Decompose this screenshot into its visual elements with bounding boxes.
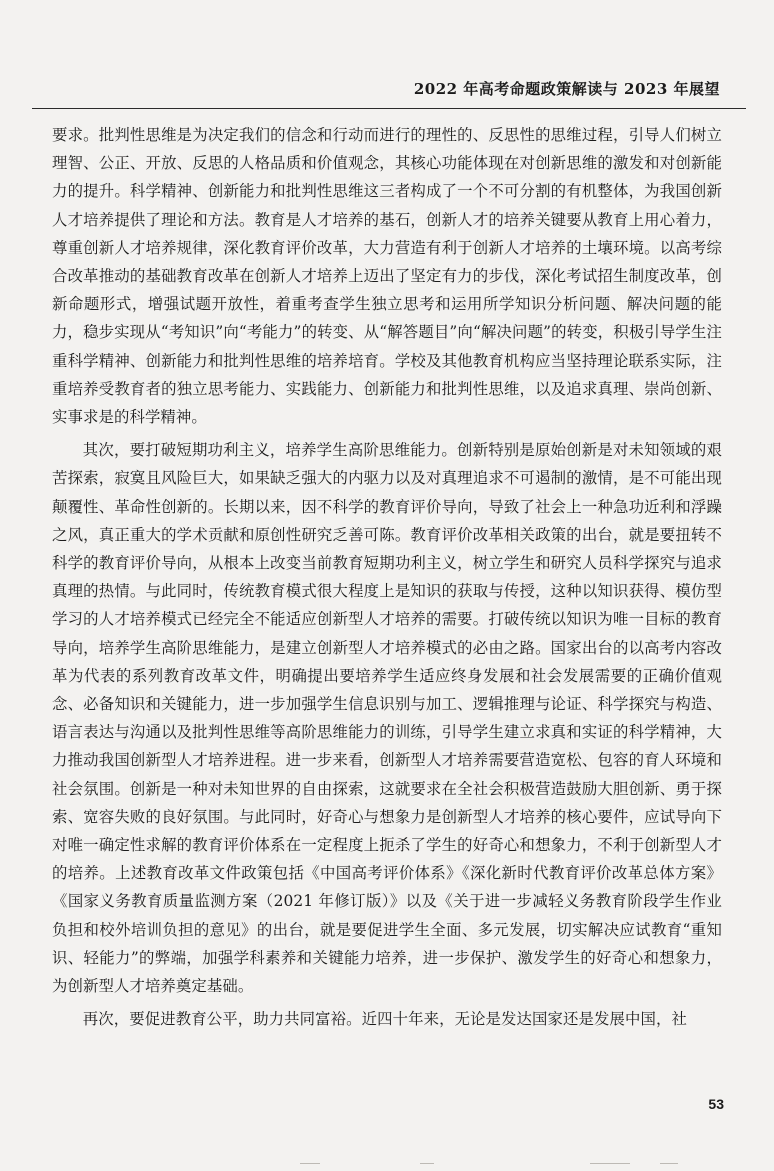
page-number: 53 (708, 1096, 724, 1112)
paragraph-continuation: 要求。批判性思维是为决定我们的信念和行动而进行的理性的、反思性的思维过程，引导人们树立理智、公正、开放、反思的人格品质和价值观念，其核心功能体现在对创新思维的激发和对创新能力的提升。科学精神、创新能力和批判性思维这三者构成了一个不可分割的有机整体，为我国创新人才培养提供了理论和方法。教育是人才培养的基石，创新人才的培养关键要从教育上用心着力，尊重创新人才培养规律，深化教育评价改革，大力营造有利于创新人才培养的土壤环境。以高考综合改革推动的基础教育改革在创新人才培养上迈出了坚定有力的步伐，深化考试招生制度改革，创新命题形式，增强试题开放性，着重考查学生独立思考和运用所学知识分析问题、解决问题的能力，稳步实现从“考知识”向“考能力”的转变、从“解答题目”向“解决问题”的转变，积极引导学生注重科学精神、创新能力和批判性思维的培养培育。学校及其他教育机构应当坚持理论联系实际，注重培养受教育者的独立思考能力、实践能力、创新能力和批判性思维，以及追求真理、崇尚创新、实事求是的科学精神。 (52, 126, 722, 427)
paragraph-second-point: 其次，要打破短期功利主义，培养学生高阶思维能力。创新特别是原始创新是对未知领域的艰苦探索，寂寞且风险巨大，如果缺乏强大的内驱力以及对真理追求不可遏制的激情，是不可能出现颠覆性、革命性创新的。长期以来，因不科学的教育评价导向，导致了社会上一种急功近利和浮躁之风，真正重大的学术贡献和原创性研究乏善可陈。教育评价改革相关政策的出台，就是要扭转不科学的教育评价导向，从根本上改变当前教育短期功利主义，树立学生和研究人员科学探究与追求真理的热情。与此同时，传统教育模式很大程度上是知识的获取与传授，这种以知识获得、模仿型学习的人才培养模式已经完全不能适应创新型人才培养的需要。打破传统以知识为唯一目标的教育导向，培养学生高阶思维能力，是建立创新型人才培养模式的必由之路。国家出台的以高考内容改革为代表的系列教育改革文件，明确提出要培养学生适应终身发展和社会发展需要的正确价值观念、必备知识和关键能力，进一步加强学生信息识别与加工、逻辑推理与论证、科学探究与构造、语言表达与沟通以及批判性思维等高阶思维能力的训练，引导学生建立求真和实证的科学精神，大力推动我国创新型人才培养进程。进一步来看，创新型人才培养需要营造宽松、包容的育人环境和社会氛围。创新是一种对未知世界的自由探索，这就要求在全社会积极营造鼓励大胆创新、勇于探索、宽容失败的良好氛围。与此同时，好奇心与想象力是创新型人才培养的核心要件，应试导向下对唯一确定性求解的教育评价体系在一定程度上扼杀了学生的好奇心和想象力，不利于创新型人才的培养。上述教育改革文件政策包括《中国高考评价体系》《深化新时代教育评价改革总体方案》《国家义务教育质量监测方案（2021 年修订版）》以及《关于进一步减轻义务教育阶段学生作业负担和校外培训负担的意见》的出台，就是要促进学生全面、多元发展，切实解决应试教育“重知识、轻能力”的弊端，加强学科素养和关键能力培养，进一步保护、激发学生的好奇心和想象力，为创新型人才培养奠定基础。 (52, 441, 722, 996)
body-text (52, 121, 722, 1039)
running-header: 2022 年高考命题政策解读与 2023 年展望 (413, 80, 720, 98)
scan-edge-marks (0, 1160, 774, 1171)
header-rule (32, 108, 746, 109)
paragraph-third-point: 再次，要促进教育公平，助力共同富裕。近四十年来，无论是发达国家还是发展中国，社 (82, 1010, 687, 1029)
